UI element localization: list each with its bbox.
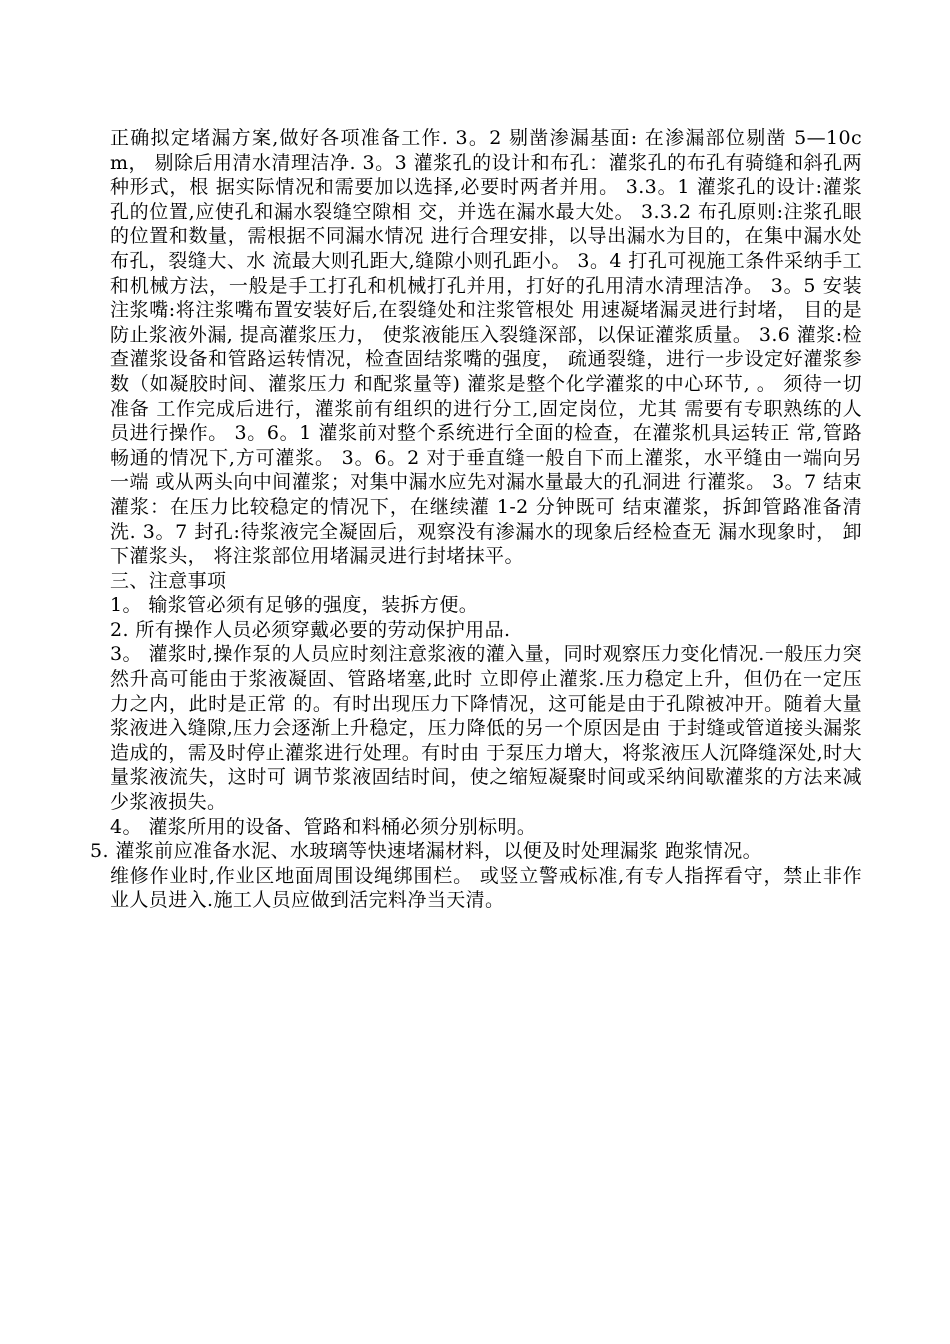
note-item-3: 3。 灌浆时,操作泵的人员应时刻注意浆液的灌入量，同时观察压力变化情况.一般压力突然升高可能由于浆液凝固、管路堵塞,此时 立即停止灌浆.压力稳定上升，但仍在一定压力之内，此时是正常 的。有时出现压力下降情况，这可能是由于孔隙被冲开。随着大量 浆液进入缝隙,压力会逐渐上升稳定，压力降低的另一个原因是由 于封缝或管道接头漏浆造成的，需及时停止灌浆进行处理。有时由 于泵压力增大，将浆液压人沉降缝深处,时大量浆液流失，这时可 调节浆液固结时间，使之缩短凝聚时间或采纳间歇灌浆的方法来减 少浆液损失。 [110, 643, 862, 814]
note-item-5: 5. 灌浆前应准备水泥、水玻璃等快速堵漏材料，以便及时处理漏浆 跑浆情况。 [90, 840, 763, 863]
closing-paragraph: 维修作业时,作业区地面周围设绳绑围栏。 或竖立警戒标准,有专人指挥看守，禁止非作业人员进入.施工人员应做到活完料净当天清。 [110, 864, 862, 912]
section-heading-precautions: 三、注意事项 [110, 569, 227, 592]
note-item-1: 1。 输浆管必须有足够的强度，装拆方便。 [110, 594, 479, 617]
document-body [90, 126, 862, 913]
note-item-4: 4。 灌浆所用的设备、管路和料桶必须分别标明。 [110, 815, 537, 838]
construction-steps-paragraph: 正确拟定堵漏方案,做好各项准备工作. 3。2 剔凿渗漏基面: 在渗漏部位剔凿 5—10cm， 剔除后用清水清理洁净. 3。3 灌浆孔的设计和布孔：灌浆孔的布孔有骑缝和斜孔两种形式，根 据实际情况和需要加以选择,必要时两者并用。 3.3。1 灌浆孔的设计:灌浆孔的位置,应使孔和漏水裂缝空隙相 交，并选在漏水最大处。 3.3.2 布孔原则:注浆孔眼的位置和数量，需根据不同漏水情况 进行合理安排，以导出漏水为目的，在集中漏水处布孔，裂缝大、水 流最大则孔距大,缝隙小则孔距小。 3。4 打孔可视施工条件采纳手工和机械方法，一般是手工打孔和机械打孔并用，打好的孔用清水清理洁净。 3。5 安装注浆嘴:将注浆嘴布置安装好后,在裂缝处和注浆管根处 用速凝堵漏灵进行封堵， 目的是防止浆液外漏, 提高灌浆压力， 使浆液能压入裂缝深部，以保证灌浆质量。 3.6 灌浆:检查灌浆设备和管路运转情况，检查固结浆嘴的强度， 疏通裂缝，进行一步设定好灌浆参数（如凝胶时间、灌浆压力 和配浆量等) 灌浆是整个化学灌浆的中心环节, 。 须待一切准备 工作完成后进行，灌浆前有组织的进行分工,固定岗位，尤其 需要有专职熟练的人员进行操作。 3。6。1 灌浆前对整个系统进行全面的检查，在灌浆机具运转正 常,管路畅通的情况下,方可灌浆。 3。6。2 对于垂直缝一般自下而上灌浆，水平缝由一端向另一端 或从两头向中间灌浆；对集中漏水应先对漏水量最大的孔洞进 行灌浆。 3。7 结束灌浆：在压力比较稳定的情况下，在继续灌 1-2 分钟既可 结束灌浆，拆卸管路准备清洗. 3。7 封孔:待浆液完全凝固后，观察没有渗漏水的现象后经检查无 漏水现象时， 卸下灌浆头， 将注浆部位用堵漏灵进行封堵抹平。 [110, 127, 862, 568]
note-item-2: 2. 所有操作人员必须穿戴必要的劳动保护用品. [110, 618, 511, 641]
